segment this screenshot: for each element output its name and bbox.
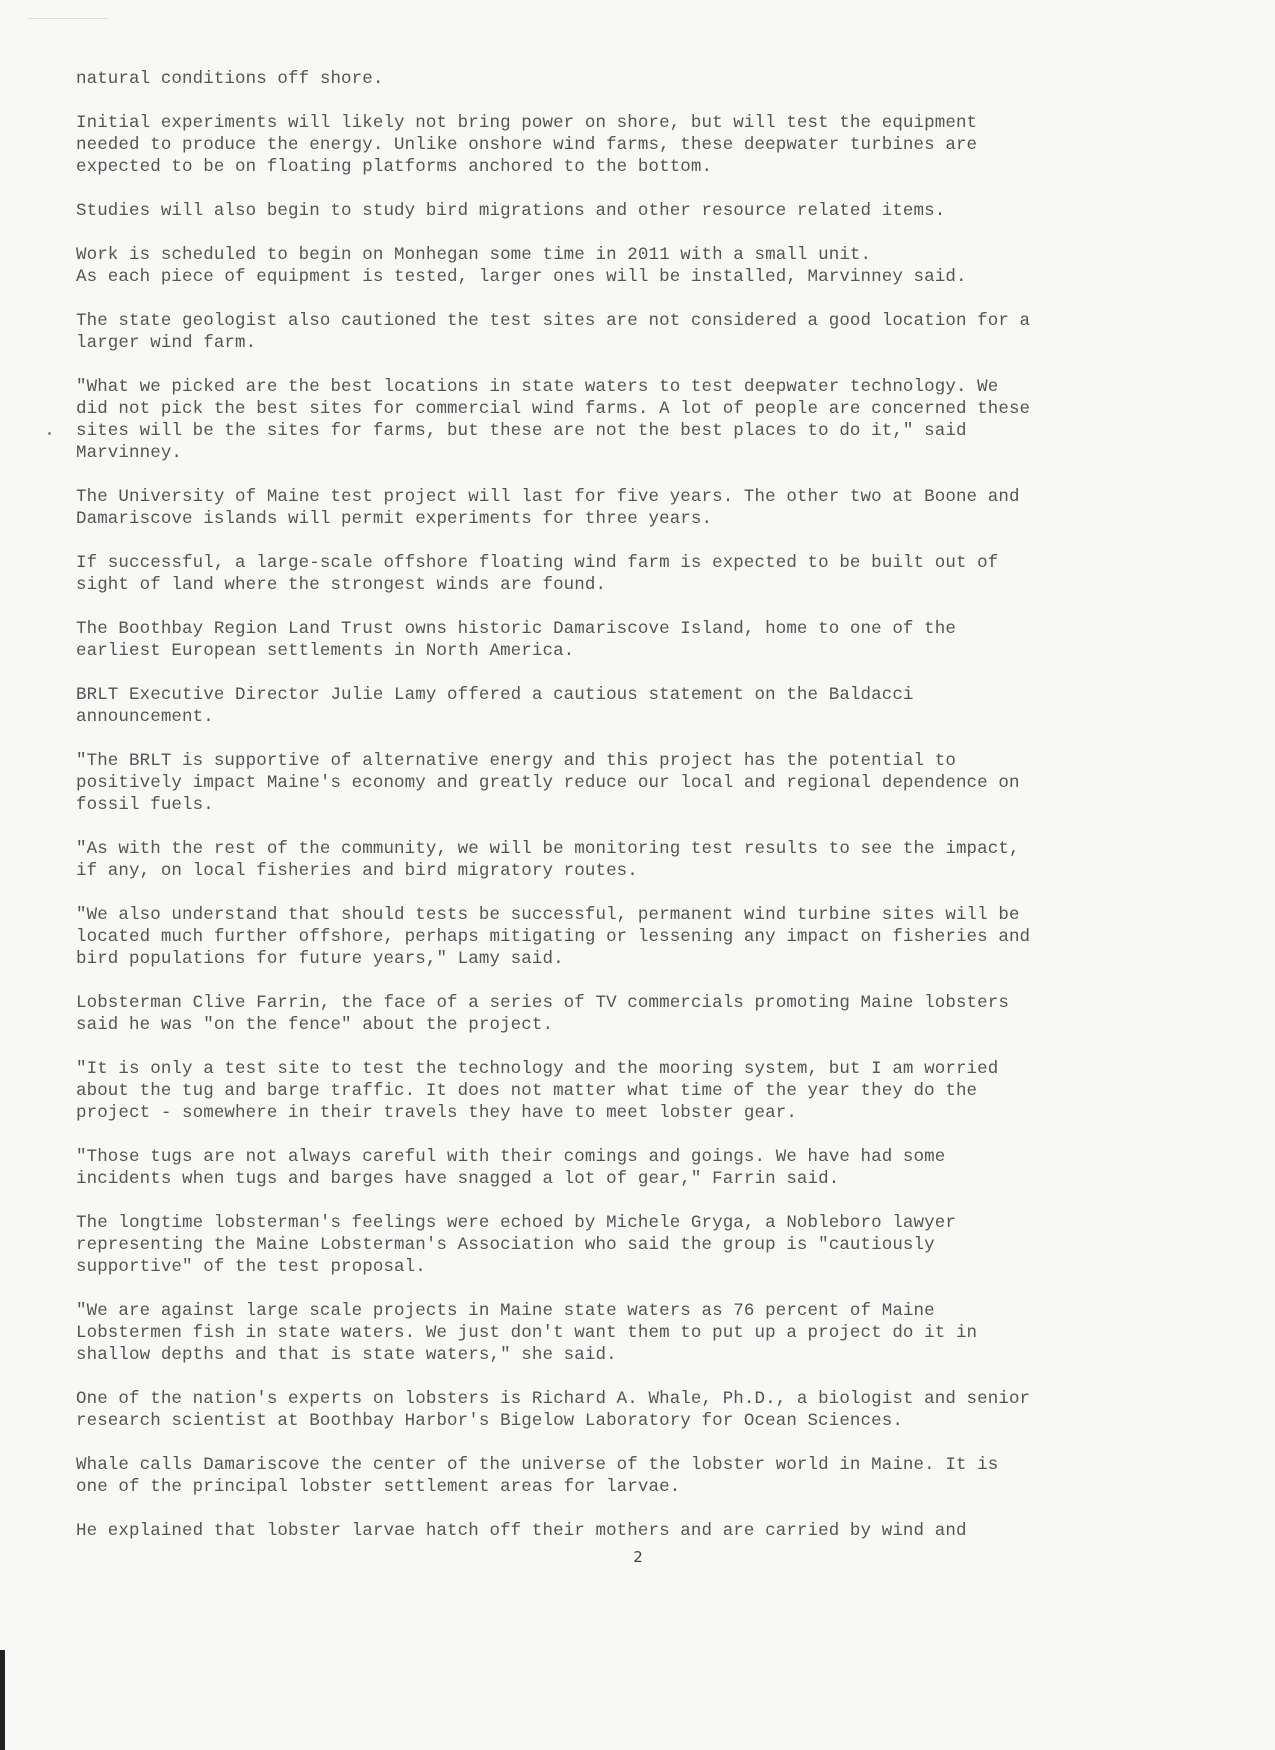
paragraph: Initial experiments will likely not bring power on shore, but will test the equipment needed to produce the energy. Unlike onshore wind farms, these deepwater turbines are expected to be on floating platforms anchored to the bottom.: [76, 113, 978, 177]
paragraph: Lobsterman Clive Farrin, the face of a series of TV commercials promoting Maine lobsters said he was "on the fence" about the project.: [76, 993, 1009, 1035]
paragraph: "Those tugs are not always careful with their comings and goings. We have had some incidents when tugs and barges have snagged a lot of gear," Farrin said.: [76, 1147, 946, 1189]
paragraph: The Boothbay Region Land Trust owns historic Damariscove Island, home to one of the earliest European settlements in North America.: [76, 619, 956, 661]
paragraph: "It is only a test site to test the technology and the mooring system, but I am worried about the tug and barge traffic. It does not matter what time of the year they do the project - somewhere in their travels they have to meet lobster gear.: [76, 1059, 999, 1123]
paragraph: The longtime lobsterman's feelings were echoed by Michele Gryga, a Nobleboro lawyer representing the Maine Lobsterman's Association who said the group is "cautiously supportive" of the test proposal.: [76, 1213, 956, 1277]
scan-edge-shadow: [0, 1650, 5, 1750]
paragraph: One of the nation's experts on lobsters is Richard A. Whale, Ph.D., a biologist and senior research scientist at Boothbay Harbor's Bigelow Laboratory for Ocean Sciences.: [76, 1389, 1031, 1431]
paragraph: "We are against large scale projects in Maine state waters as 76 percent of Maine Lobstermen fish in state waters. We just don't want them to put up a project do it in shallow depths and that is state waters," she said.: [76, 1301, 978, 1365]
paragraph: natural conditions off shore.: [76, 69, 384, 89]
paragraph: "The BRLT is supportive of alternative energy and this project has the potential to positively impact Maine's economy and greatly reduce our local and regional dependence on fossil fuels.: [76, 751, 1020, 815]
paragraph: Work is scheduled to begin on Monhegan some time in 2011 with a small unit. As each piece of equipment is tested, larger ones will be installed, Marvinney said.: [76, 245, 967, 287]
paragraph: BRLT Executive Director Julie Lamy offered a cautious statement on the Baldacci announcement.: [76, 685, 914, 727]
paragraph: "What we picked are the best locations in state waters to test deepwater technology. We did not pick the best sites for commercial wind farms. A lot of people are concerned these sites will be the sites for farms, but these are not the best places to do it," said Marvinney.: [76, 377, 1031, 463]
page-number: 2: [633, 1548, 643, 1566]
article-body: [76, 68, 1216, 1564]
paragraph: Whale calls Damariscove the center of the universe of the lobster world in Maine. It is one of the principal lobster settlement areas for larvae.: [76, 1455, 999, 1497]
paragraph: If successful, a large-scale offshore floating wind farm is expected to be built out of sight of land where the strongest winds are found.: [76, 553, 999, 595]
scan-artifact-mark: [28, 18, 108, 23]
paragraph: "We also understand that should tests be successful, permanent wind turbine sites will be located much further offshore, perhaps mitigating or lessening any impact on fisheries and bird populations for future years," Lamy said.: [76, 905, 1031, 969]
paragraph: "As with the rest of the community, we will be monitoring test results to see the impact, if any, on local fisheries and bird migratory routes.: [76, 839, 1020, 881]
paragraph: The state geologist also cautioned the test sites are not considered a good location for a larger wind farm.: [76, 311, 1031, 353]
paragraph: The University of Maine test project will last for five years. The other two at Boone and Damariscove islands will permit experiments for three years.: [76, 487, 1020, 529]
paragraph: He explained that lobster larvae hatch off their mothers and are carried by wind and: [76, 1521, 967, 1541]
scan-artifact-dot: [48, 432, 51, 435]
paragraph: Studies will also begin to study bird migrations and other resource related items.: [76, 201, 946, 221]
